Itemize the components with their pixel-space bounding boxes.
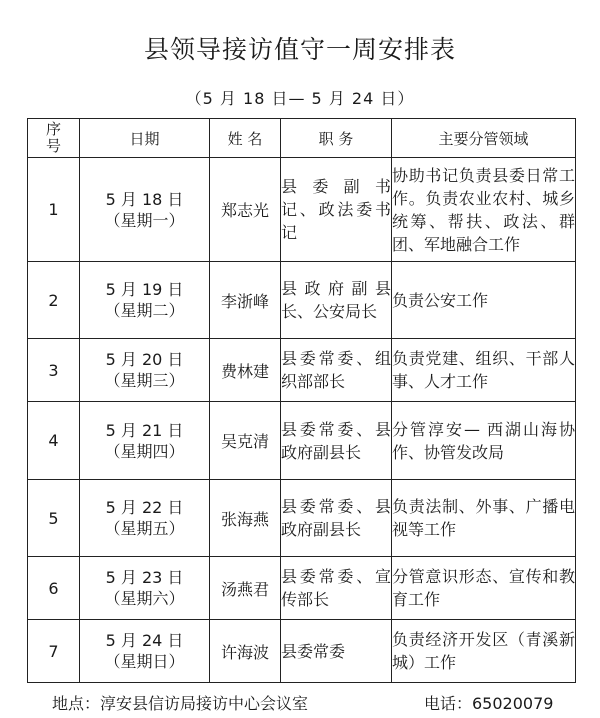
footer-location: 地点：淳安县信访局接访中心会议室 <box>52 694 309 713</box>
row-duty: 负责公安工作 <box>392 262 576 339</box>
row-date-cell <box>80 402 210 480</box>
table-row <box>28 557 576 620</box>
row-duty: 负责党建、组织、干部人事、人才工作 <box>392 339 576 402</box>
row-weekday: （星期日） <box>104 652 185 671</box>
row-duty: 分管淳安— 西湖山海协作、协管发改局 <box>392 402 576 480</box>
page-title: 县领导接访值守一周安排表 <box>143 35 456 64</box>
row-weekday: （星期五） <box>104 519 185 538</box>
row-date-cell <box>80 480 210 557</box>
row-duty: 分管意识形态、宣传和教育工作 <box>392 557 576 620</box>
table-row <box>28 339 576 402</box>
header-seq-line2: 号 <box>45 137 61 155</box>
schedule-table <box>27 118 576 683</box>
row-date: 5 月 23 日 <box>105 568 184 587</box>
header-seq-line1: 序 <box>45 120 61 138</box>
row-position: 县 委 副 书 记、政法委书记 <box>281 158 392 262</box>
header-seq <box>28 119 80 158</box>
row-seq: 5 <box>28 480 80 557</box>
row-name: 张海燕 <box>210 480 281 557</box>
row-date-cell <box>80 339 210 402</box>
row-seq: 4 <box>28 402 80 480</box>
row-position: 县政府副县长、公安局长 <box>281 262 392 339</box>
header-duty: 主要分管领域 <box>392 119 576 158</box>
row-weekday: （星期三） <box>104 371 185 390</box>
row-name: 汤燕君 <box>210 557 281 620</box>
date-range-subtitle: （5 月 18 日— 5 月 24 日） <box>185 89 415 108</box>
row-seq: 3 <box>28 339 80 402</box>
row-seq: 6 <box>28 557 80 620</box>
row-weekday: （星期一） <box>104 210 185 230</box>
header-date: 日期 <box>80 119 210 158</box>
table-row <box>28 158 576 262</box>
table-row <box>28 480 576 557</box>
row-position: 县委常委、组织部部长 <box>281 339 392 402</box>
table-row <box>28 620 576 683</box>
row-date-cell <box>80 620 210 683</box>
row-position: 县委常委、县政府副县长 <box>281 480 392 557</box>
row-position: 县委常委、宣传部长 <box>281 557 392 620</box>
row-date: 5 月 22 日 <box>105 498 184 517</box>
row-date: 5 月 18 日 <box>105 189 184 209</box>
row-date: 5 月 20 日 <box>105 350 184 369</box>
row-name: 李浙峰 <box>210 262 281 339</box>
row-name: 费林建 <box>210 339 281 402</box>
row-date-cell <box>80 158 210 262</box>
row-duty: 负责经济开发区（青溪新城）工作 <box>392 620 576 683</box>
row-seq: 2 <box>28 262 80 339</box>
row-position: 县委常委、县政府副县长 <box>281 402 392 480</box>
table-row <box>28 402 576 480</box>
header-position: 职 务 <box>281 119 392 158</box>
row-date-cell <box>80 262 210 339</box>
row-weekday: （星期六） <box>104 589 185 608</box>
row-weekday: （星期二） <box>104 301 185 320</box>
row-name: 许海波 <box>210 620 281 683</box>
header-name: 姓 名 <box>210 119 281 158</box>
row-position: 县委常委 <box>281 620 392 683</box>
row-weekday: （星期四） <box>104 441 185 461</box>
row-date: 5 月 24 日 <box>105 631 184 650</box>
table-row <box>28 262 576 339</box>
row-seq: 1 <box>28 158 80 262</box>
table-header-row <box>28 119 576 158</box>
row-duty: 协助书记负责县委日常工作。负责农业农村、城乡统筹、帮扶、政法、群团、军地融合工作 <box>392 158 576 262</box>
row-date-cell <box>80 557 210 620</box>
row-date: 5 月 19 日 <box>105 280 184 299</box>
row-duty: 负责法制、外事、广播电视等工作 <box>392 480 576 557</box>
row-name: 吴克清 <box>210 402 281 480</box>
footer-phone: 电话：65020079 <box>424 694 554 713</box>
row-date: 5 月 21 日 <box>105 420 184 440</box>
row-name: 郑志光 <box>210 158 281 262</box>
row-seq: 7 <box>28 620 80 683</box>
